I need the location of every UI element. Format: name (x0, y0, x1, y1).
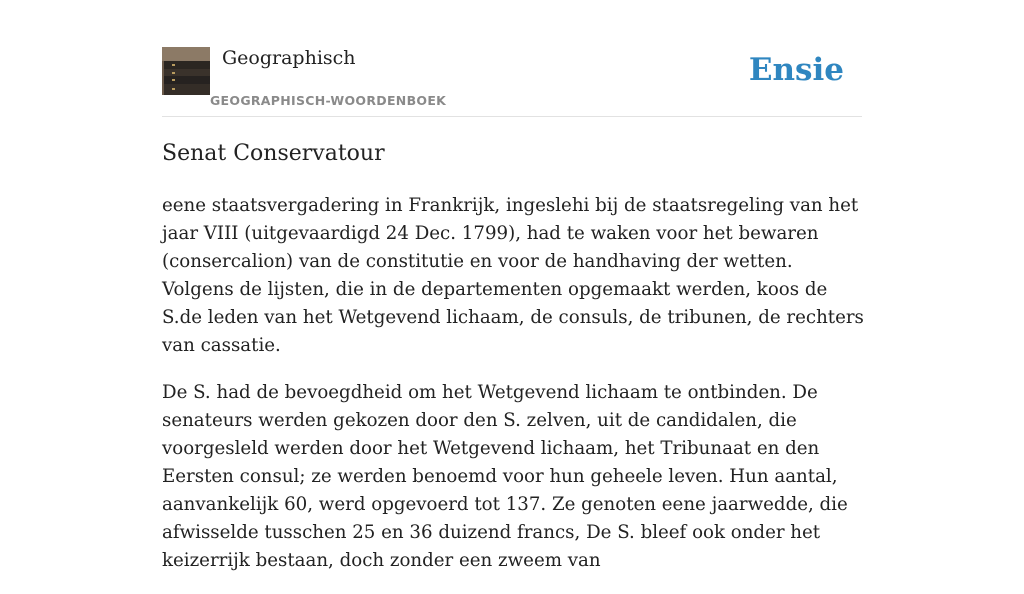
source-header (162, 46, 862, 117)
source-avatar-icon[interactable] (162, 47, 210, 95)
article-title: Senat Conservatour (162, 141, 385, 166)
source-title-link[interactable]: Geographisch (222, 47, 356, 69)
book-spines-photo-icon (162, 47, 210, 95)
article-paragraph: De S. had de bevoegdheid om het Wetgevend lichaam te ontbinden. De senateurs werden gekozen door den S. zelven, uit de candidalen, die voorgesleld werden door het Wetgevend lichaam, het Tribunaat en den Eersten consul; ze werden benoemd voor hun geheele leven. Hun aantal, aanvankelijk 60, werd opgevoerd tot 137. Ze genoten eene jaarwedde, die afwisselde tusschen 25 en 36 duizend francs, De S. bleef ook onder het keizerrijk bestaan, doch zonder een zweem van (162, 382, 848, 571)
article-paragraph: eene staatsvergadering in Frankrijk, ingeslehi bij de staatsregeling van het jaar VIII (uitgevaardigd 24 Dec. 1799), had te waken voor het bewaren (consercalion) van de constitutie en voor de handhaving der wetten. Volgens de lijsten, die in de departementen opgemaakt werden, koos de S.de leden van het Wetgevend lichaam, de consuls, de tribunen, de rechters van cassatie. (162, 195, 864, 356)
source-subtitle-link[interactable]: GEOGRAPHISCH-WOORDENBOEK (210, 93, 447, 108)
article-body (162, 192, 866, 594)
brand-logo-link[interactable]: Ensie (748, 52, 844, 88)
